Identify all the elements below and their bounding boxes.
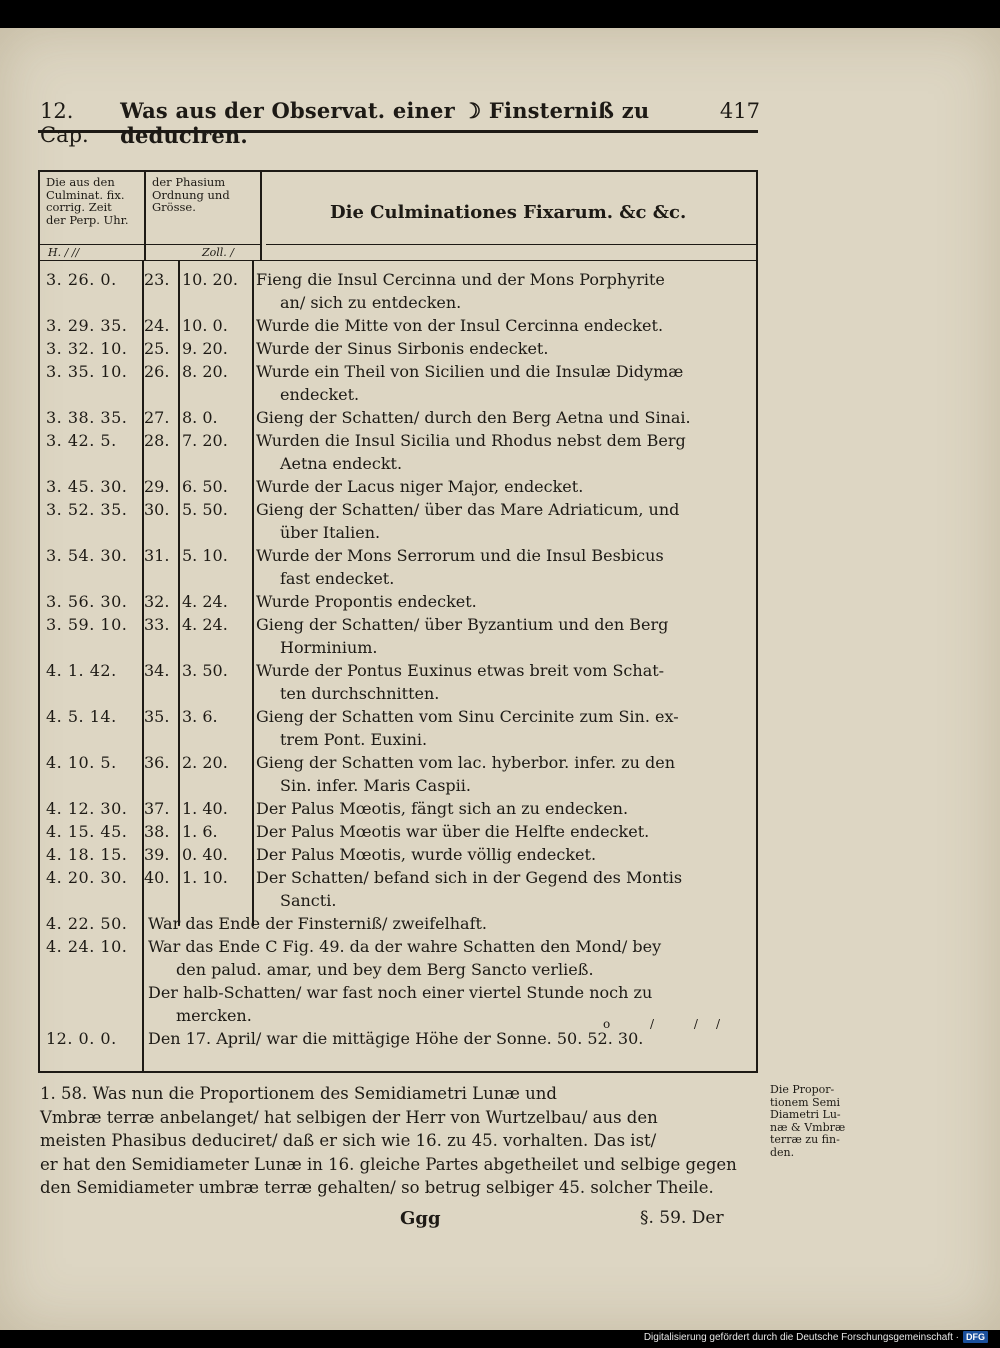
row-time: 4. 5. 14. xyxy=(46,707,117,726)
col-divider-size xyxy=(252,260,254,926)
row-description: Wurde der Sinus Sirbonis endecket. xyxy=(256,339,549,358)
row-phase-size: 9. 20. xyxy=(182,339,228,358)
row-phase-size: 5. 10. xyxy=(182,546,228,565)
catchword: §. 59. Der xyxy=(640,1208,724,1228)
row-time: 3. 29. 35. xyxy=(46,316,128,335)
signature-mark: Ggg xyxy=(400,1208,441,1229)
body-line: 1. 58. Was nun die Proportionem des Semidiametri Lunæ und xyxy=(40,1084,557,1103)
row-time: 4. 22. 50. xyxy=(46,914,128,933)
table-header-rule-short xyxy=(40,244,260,245)
row-phase-number: 40. xyxy=(144,868,170,887)
row-phase-number: 31. xyxy=(144,546,170,565)
row-phase-number: 37. xyxy=(144,799,170,818)
row-phase-size: 2. 20. xyxy=(182,753,228,772)
row-phase-size: 3. 50. xyxy=(182,661,228,680)
row-time: 4. 1. 42. xyxy=(46,661,117,680)
units-size: Zoll. / xyxy=(202,246,235,259)
row-description: Wurde Propontis endecket. xyxy=(256,592,477,611)
row-phase-number: 32. xyxy=(144,592,170,611)
header-col-divider-1 xyxy=(144,172,146,260)
col-header-main: Die Culminationes Fixarum. &c &c. xyxy=(330,202,687,223)
observation-table xyxy=(38,170,758,1073)
row-phase-size: 4. 24. xyxy=(182,615,228,634)
row-time: 4. 18. 15. xyxy=(46,845,128,864)
row-time: 3. 42. 5. xyxy=(46,431,117,450)
row-time: 4. 15. 45. xyxy=(46,822,128,841)
body-line: meisten Phasibus deduciret/ daß er sich wie 16. zu 45. vorhalten. Das ist/ xyxy=(40,1131,657,1150)
row-phase-number: 28. xyxy=(144,431,170,450)
body-line: er hat den Semidiameter Lunæ in 16. gleiche Partes abgetheilet und selbige gegen xyxy=(40,1154,737,1174)
book-page xyxy=(0,28,1000,1330)
row-phase-number: 35. xyxy=(144,707,170,726)
row-description: Gieng der Schatten vom Sinu Cercinite zum Sin. ex- trem Pont. Euxini. xyxy=(256,707,679,749)
row-phase-size: 10. 0. xyxy=(182,316,228,335)
row-time: 4. 20. 30. xyxy=(46,868,128,887)
row-time: 3. 35. 10. xyxy=(46,362,128,381)
row-time: 3. 54. 30. xyxy=(46,546,128,565)
row-description: Wurden die Insul Sicilia und Rhodus nebst dem Berg Aetna endeckt. xyxy=(256,431,686,473)
row-phase-number: 23. xyxy=(144,270,170,289)
row-phase-size: 5. 50. xyxy=(182,500,228,519)
digitization-footer xyxy=(644,1331,988,1343)
row-phase-number: 27. xyxy=(144,408,170,427)
row-phase-size: 4. 24. xyxy=(182,592,228,611)
row-phase-size: 7. 20. xyxy=(182,431,228,450)
col-divider-num xyxy=(178,260,180,926)
row-time: 3. 32. 10. xyxy=(46,339,128,358)
row-phase-size: 1. 6. xyxy=(182,822,218,841)
row-phase-number: 36. xyxy=(144,753,170,772)
row-phase-number: 34. xyxy=(144,661,170,680)
row-time: 4. 12. 30. xyxy=(46,799,128,818)
row-description: Gieng der Schatten/ über das Mare Adriaticum, und über Italien. xyxy=(256,500,680,542)
row-description: War das Ende der Finsterniß/ zweifelhaft. xyxy=(148,914,487,933)
header-rule xyxy=(38,130,758,133)
row-time: 4. 24. 10. xyxy=(46,937,128,956)
row-phase-number: 26. xyxy=(144,362,170,381)
row-description: Der Palus Mœotis, wurde völlig endecket. xyxy=(256,845,597,864)
row-phase-number: 39. xyxy=(144,845,170,864)
degree-marks: o / // xyxy=(603,1017,738,1031)
row-time: 3. 26. 0. xyxy=(46,270,117,289)
body-line: Vmbræ terræ anbelanget/ hat selbigen der Herr von Wurtzelbau/ aus den xyxy=(40,1107,658,1127)
col-header-time: Die aus den Culminat. fix. corrig. Zeit der Perp. Uhr. xyxy=(46,175,129,227)
row-time: 3. 56. 30. xyxy=(46,592,128,611)
running-header xyxy=(40,98,760,148)
row-time: 3. 38. 35. xyxy=(46,408,128,427)
row-description: Gieng der Schatten/ über Byzantium und den Berg Horminium. xyxy=(256,615,669,657)
row-phase-size: 8. 0. xyxy=(182,408,218,427)
row-description: Wurde ein Theil von Sicilien und die Insulæ Didymæ endecket. xyxy=(256,362,684,404)
row-time: 3. 52. 35. xyxy=(46,500,128,519)
row-description: Der halb-Schatten/ war fast noch einer viertel Stunde noch zu mercken. xyxy=(148,983,653,1025)
row-phase-size: 1. 10. xyxy=(182,868,228,887)
page-number: 417 xyxy=(719,99,760,123)
row-phase-number: 24. xyxy=(144,316,170,335)
table-header-rule xyxy=(40,260,756,261)
row-phase-size: 1. 40. xyxy=(182,799,228,818)
row-description: Der Palus Mœotis war über die Helfte endecket. xyxy=(256,822,650,841)
row-time: 3. 45. 30. xyxy=(46,477,128,496)
header-col-divider-2 xyxy=(260,172,262,260)
row-phase-size: 10. 20. xyxy=(182,270,238,289)
row-phase-number: 30. xyxy=(144,500,170,519)
row-description: Gieng der Schatten vom lac. hyberbor. infer. zu den Sin. infer. Maris Caspii. xyxy=(256,753,675,795)
row-description: Wurde der Pontus Euxinus etwas breit vom Schat- ten durchschnitten. xyxy=(256,661,665,703)
row-phase-size: 3. 6. xyxy=(182,707,218,726)
row-description: War das Ende C Fig. 49. da der wahre Schatten den Mond/ bey den palud. amar, und bey dem Berg Sancto verließ. xyxy=(148,937,662,979)
row-description: Der Schatten/ befand sich in der Gegend des Montis Sancti. xyxy=(256,868,683,910)
row-phase-size: 8. 20. xyxy=(182,362,228,381)
header-title: Was aus der Observat. einer ☽ Finsterniß zu deduciren. xyxy=(120,98,650,148)
margin-note: Die Propor- tionem Semi Diametri Lu- næ & Vmbræ terræ zu fin- den. xyxy=(770,1083,846,1159)
row-description: Wurde der Lacus niger Major, endecket. xyxy=(256,477,584,496)
row-description: Den 17. April/ war die mittägige Höhe der Sonne. 50. 52. 30. xyxy=(148,1029,644,1048)
col-header-phase: der Phasium Ordnung und Grösse. xyxy=(152,175,230,214)
row-description: Fieng die Insul Cercinna und der Mons Porphyrite an/ sich zu entdecken. xyxy=(256,270,665,312)
row-description: Wurde der Mons Serrorum und die Insul Besbicus fast endecket. xyxy=(256,546,664,588)
chapter-label: 12. Cap. xyxy=(40,99,89,147)
table-header-rule-right xyxy=(266,244,756,245)
row-description: Wurde die Mitte von der Insul Cercinna endecket. xyxy=(256,316,664,335)
row-time: 3. 59. 10. xyxy=(46,615,128,634)
row-phase-number: 38. xyxy=(144,822,170,841)
row-time: 4. 10. 5. xyxy=(46,753,117,772)
body-line: den Semidiameter umbræ terræ gehalten/ so betrug selbiger 45. solcher Theile. xyxy=(40,1178,714,1197)
units-time: H. / // xyxy=(48,246,80,259)
row-phase-size: 6. 50. xyxy=(182,477,228,496)
row-phase-number: 29. xyxy=(144,477,170,496)
row-phase-size: 0. 40. xyxy=(182,845,228,864)
row-phase-number: 25. xyxy=(144,339,170,358)
body-paragraph xyxy=(40,1082,760,1200)
row-phase-number: 33. xyxy=(144,615,170,634)
row-description: Der Palus Mœotis, fängt sich an zu endecken. xyxy=(256,799,629,818)
row-description: Gieng der Schatten/ durch den Berg Aetna und Sinai. xyxy=(256,408,691,427)
dfg-logo-icon: DFG xyxy=(963,1331,988,1343)
row-time: 12. 0. 0. xyxy=(46,1029,117,1048)
footer-text: Digitalisierung gefördert durch die Deutsche Forschungsgemeinschaft · xyxy=(643,1331,959,1343)
